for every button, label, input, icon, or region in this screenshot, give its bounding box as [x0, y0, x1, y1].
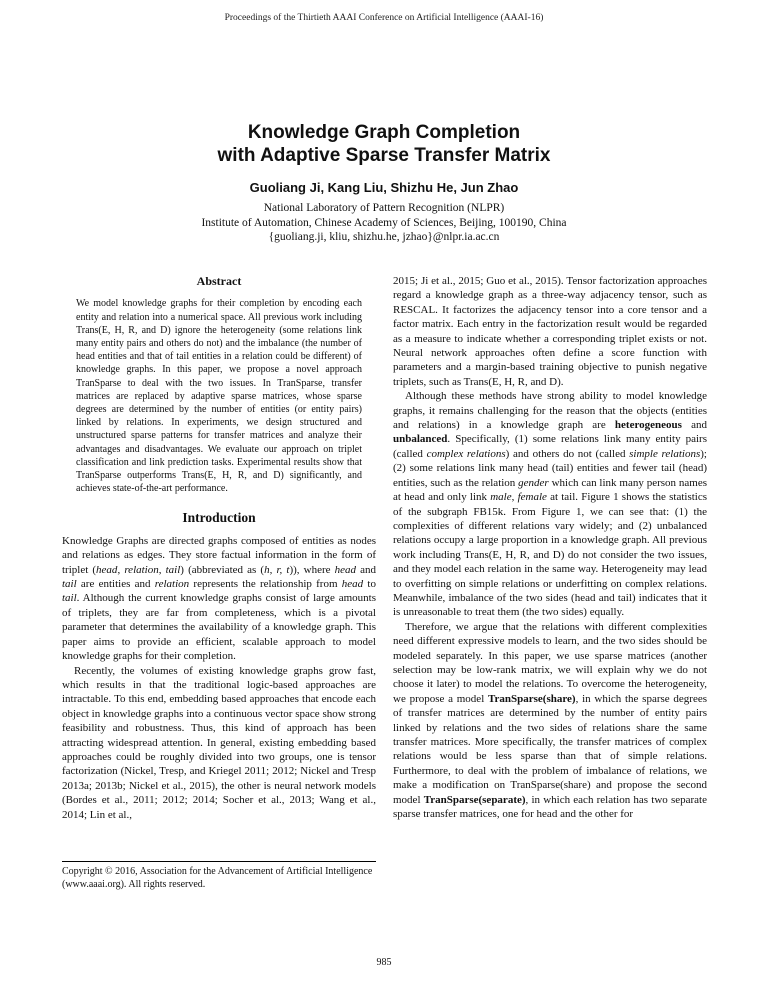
authors: Guoliang Ji, Kang Liu, Shizhu He, Jun Zhao: [249, 180, 519, 195]
intro-paragraph-1: Knowledge Graphs are directed graphs composed of entities as nodes and relations as edges. They store factual information in the form of triplet (head, relation, tail) (abbreviated as (h, r, t)), where head and tail are entities and relation represents the relationship from head to tail. Although the current knowledge graphs consist of large amounts of triplets, they are far from completeness, which is a pivotal parameter that determines the availability of a knowledge graph. This paper aims to provide an efficient, scalable approach to model knowledge graphs for their completion.: [62, 534, 377, 663]
page-number: 985: [376, 957, 392, 968]
introduction-heading: Introduction: [182, 510, 256, 526]
title-line-1: Knowledge Graph Completion: [247, 122, 521, 143]
right-paragraph-2: Although these methods have strong ability to model knowledge graphs, it remains challenging for the reason that the objects (entities and relations) in a knowledge graph are heterogeneous and unbalanced. Specifically, (1) some relations link many entity pairs (called complex relations) and others do not (called simple relations); (2) some relations link many head (tail) entities and fewer tail (head) entities, such as the relation gender which can link many person names at head and only link male, female at tail. Figure 1 shows the statistics of the subgraph FB15k. From Figure 1, we can see that: (1) the complexities of different relations vary widely; and (2) unbalanced relations occupy a large proportion in a knowledge graph. All previous work including Trans(E, H, R, and D) do not consider the two issues, and they model each relation in the same way. Heterogeneity may lead to overfitting on simple relations or underfitting on complex relations. Meanwhile, imbalance of the two sides (head and tail) indicates that it is unreasonable to treat them (the two sides) equally.: [393, 390, 708, 619]
intro-paragraph-2: Recently, the volumes of existing knowledge graphs grow fast, which results in that the traditional logic-based approaches are intractable. To this end, embedding based approaches that encode each object in knowledge graphs into a continuous vector space show strong feasibility and robustness. Thus, this kind of approach has been attracting widespread attention. In general, existing embedding based approaches could be roughly divided into two groups, one is tensor factorization (Nickel, Tresp, and Kriegel 2011; 2012; Nickel and Tresp 2013a; 2013b; Nickel et al., 2015), the other is neural network models (Bordes et al., 2011; 2012; 2014; Socher et al., 2013; Wang et al., 2014; Lin et al.,: [62, 664, 376, 821]
left-column: [62, 274, 376, 822]
running-head: Proceedings of the Thirtieth AAAI Conference on Artificial Intelligence (AAAI-16): [224, 13, 544, 23]
right-column: [393, 274, 707, 821]
affiliation: [0, 201, 768, 245]
title-line-2: with Adaptive Sparse Transfer Matrix: [217, 145, 551, 166]
abstract-heading: Abstract: [196, 274, 242, 288]
affiliation-line-1: National Laboratory of Pattern Recognition (NLPR): [263, 202, 505, 214]
right-paragraph-3: Therefore, we argue that the relations with different complexities need different expressive models to learn, and the two sides should be modeled separately. In this paper, we use sparse matrices (another selection may be low-rank matrix, we will explain why we do not choose it later) to model the relations. To overcome the heterogeneity, we propose a model TranSparse(share), in which the sparse degrees of transfer matrices are determined by the number of entity pairs linked by relations and the two sides of relations share the same transfer matrices. More specifically, the transfer matrices of complex relations would be less sparse than that of simple relations. Furthermore, to deal with the problem of imbalance of relations, we make a modification on TranSparse(share) and propose the second model TranSparse(separate), in which each relation has two separate sparse transfer matrices, one for head and the other for: [393, 620, 707, 821]
affiliation-line-2: Institute of Automation, Chinese Academy of Sciences, Beijing, 100190, China: [201, 216, 567, 229]
paper-title: [0, 121, 768, 167]
right-paragraph-1: 2015; Ji et al., 2015; Guo et al., 2015). Tensor factorization approaches regard a knowledge graph as a three-way adjacency tensor, such as RESCAL. It factorizes the adjacency tensor into a core tensor and a factor matrix. Each entry in the factorization result would be regarded as a measure to indicate whether a corresponding triplet exists or not. Neural network approaches often define a score function with parameters and a margin-based training objective to punish negative triplets, such as Trans(E, H, R, and D).: [393, 275, 707, 388]
copyright-notice: Copyright © 2016, Association for the Advancement of Artificial Intelligence (www.aaai.org). All rights reserved.: [62, 861, 376, 891]
abstract-body: We model knowledge graphs for their completion by encoding each entity and relation into a numerical space. All previous work including Trans(E, H, R, and D) ignore the heterogeneity (some relations link many entity pairs and others do not) and the imbalance (the number of head entities and that of tail entities in a relation could be different) of knowledge graphs. In this paper, we propose a novel approach TranSparse to deal with the two issues. In TranSparse, transfer matrices are replaced by adaptive sparse matrices, whose sparse degrees are determined by the number of entities (or entity pairs) linked by relations. In experiments, we design structured and unstructured sparse patterns for transfer matrices and analyze their advantages and disadvantages. We evaluate our approach on triplet classification and link prediction tasks. Experimental results show that TranSparse outperforms Trans(E, H, R, and D) significantly, and achieves state-of-the-art performance.: [76, 298, 362, 495]
affiliation-email: {guoliang.ji, kliu, shizhu.he, jzhao}@nlpr.ia.ac.cn: [268, 231, 500, 243]
